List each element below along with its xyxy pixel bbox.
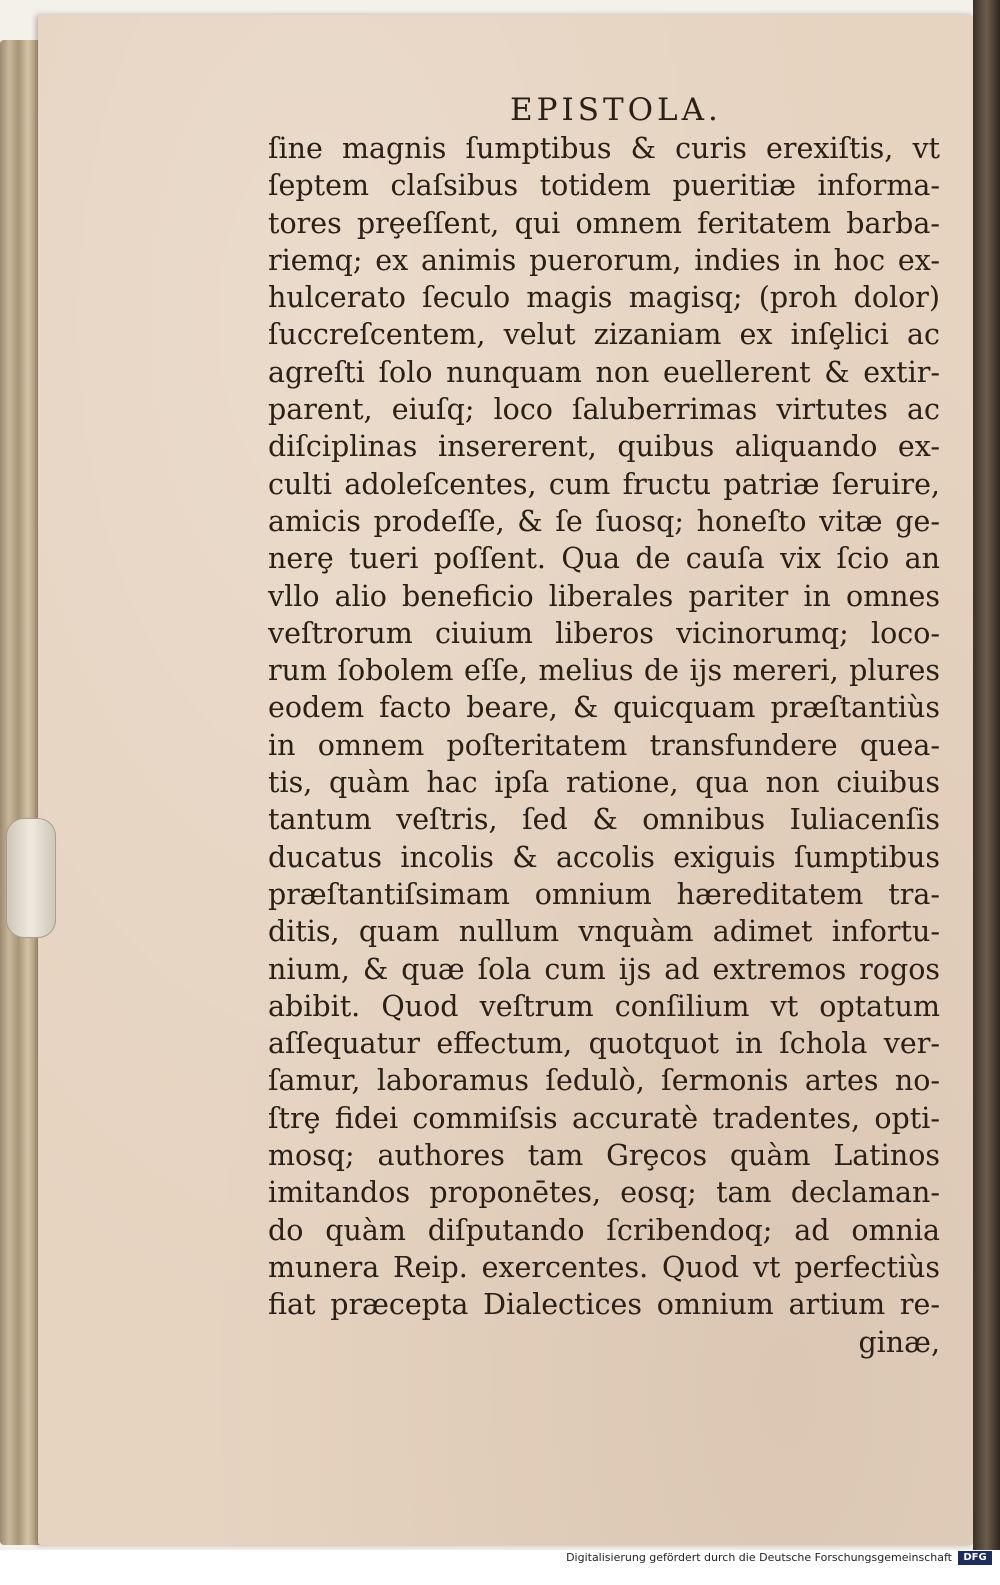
text-line: ſuccreſcentem, velut zizaniam ex inſȩlici ac: [268, 318, 940, 352]
text-line: ducatus incolis & accolis exiguis ſumptibus: [268, 840, 940, 874]
catchword: ginæ,: [858, 1325, 940, 1359]
text-line: do quàm diſputando ſcribendoq; ad omnia: [268, 1213, 940, 1247]
running-header: EPISTOLA.: [510, 92, 722, 128]
book-edge-shadow: [973, 0, 1000, 1550]
text-line: nium, & quæ ſola cum ijs ad extremos rogos: [268, 952, 940, 986]
text-line: amicis prodeſſe, & ſe ſuosq; honeſto vitæ ge-: [268, 504, 940, 538]
text-line: imitandos proponētes, eosq; tam declaman-: [268, 1176, 940, 1210]
text-line: riemq; ex animis puerorum, indies in hoc ex-: [268, 243, 940, 277]
text-line: eodem facto beare, & quicquam præſtantiùs: [268, 691, 940, 725]
text-line: ſtrȩ fidei commiſsis accuratè tradentes, opti-: [268, 1101, 940, 1135]
text-line: aſſequatur effectum, quotquot in ſchola ver-: [268, 1027, 940, 1061]
text-line: ditis, quam nullum vnquàm adimet infortu-: [268, 915, 940, 949]
funding-credit: Digitalisierung gefördert durch die Deutsche Forschungsgemeinschaft: [566, 1551, 952, 1564]
text-line: diſciplinas insererent, quibus aliquando ex-: [268, 430, 940, 464]
text-line: tantum veſtris, ſed & omnibus Iuliacenſis: [268, 803, 940, 837]
text-line: vllo alio beneficio liberales pariter in omnes: [268, 579, 940, 613]
text-line: tis, quàm hac ipſa ratione, qua non ciuibus: [268, 766, 940, 800]
text-line: veſtrorum ciuium liberos vicinorumq; loco-: [268, 616, 940, 650]
text-line: ſine magnis ſumptibus & curis erexiſtis, vt: [268, 132, 940, 165]
text-line: rum ſobolem eſſe, melius de ijs mereri, plures: [268, 654, 940, 688]
text-line: in omnem poſteritatem transfundere quea-: [268, 728, 940, 762]
dfg-logo: DFG: [958, 1551, 992, 1565]
page-clip: [6, 818, 56, 938]
text-line: parent, eiuſq; loco ſaluberrimas virtutes ac: [268, 393, 940, 427]
text-line: abibit. Quod veſtrum conſilium vt optatum: [268, 989, 940, 1023]
body-text: [268, 130, 940, 1361]
text-line: mosq; authores tam Grȩcos quàm Latinos: [268, 1139, 940, 1173]
text-line: nerȩ tueri poſſent. Qua de cauſa vix ſcio an: [268, 542, 940, 576]
text-line: culti adoleſcentes, cum fructu patriæ ſeruire,: [268, 467, 940, 501]
text-line: munera Reip. exercentes. Quod vt perfectiùs: [268, 1250, 940, 1284]
text-line: ſamur, laboramus ſedulò, ſermonis artes no-: [268, 1064, 940, 1098]
text-line: tores prȩeſſent, qui omnem feritatem barba-: [268, 206, 940, 240]
text-line: ſeptem claſsibus totidem pueritiæ informa-: [268, 169, 940, 203]
text-line: hulcerato ſeculo magis magisq; (proh dolor): [268, 281, 940, 315]
text-line: agreſti ſolo nunquam non euellerent & extir-: [268, 355, 940, 389]
text-line: præſtantiſsimam omnium hæreditatem tra-: [268, 877, 940, 911]
text-line: fiat præcepta Dialectices omnium artium re-: [268, 1288, 940, 1322]
